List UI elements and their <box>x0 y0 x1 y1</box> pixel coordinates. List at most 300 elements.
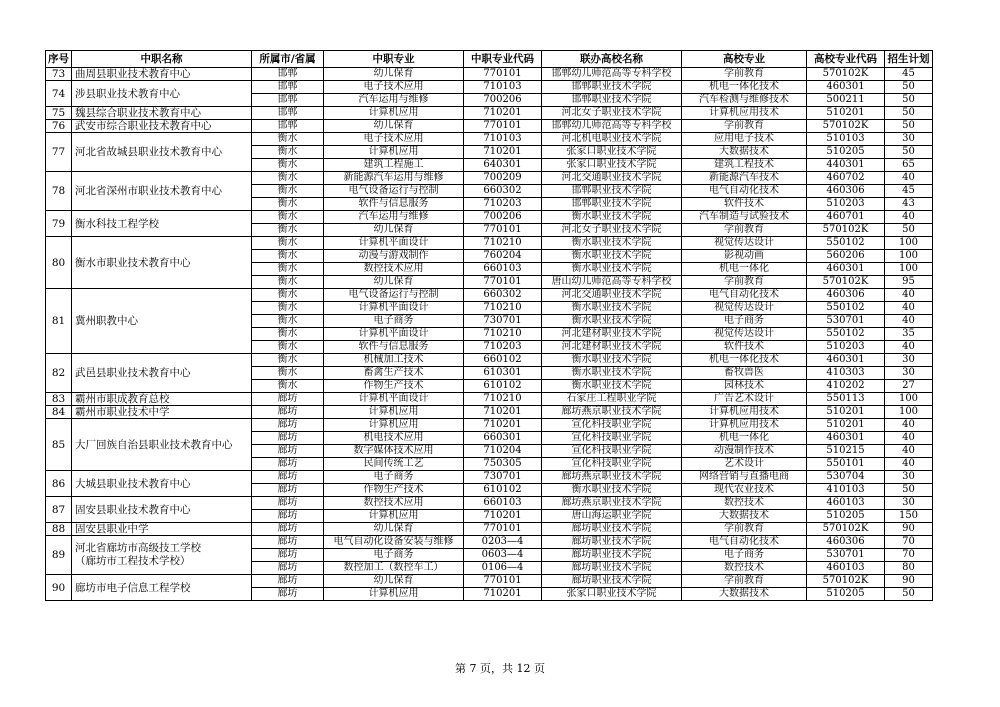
college-cell: 宣化科技职业学院 <box>542 419 682 432</box>
city-cell: 邯郸 <box>252 68 324 81</box>
city-cell: 衡水 <box>252 302 324 315</box>
row-number: 84 <box>46 406 72 419</box>
major-cell: 计算机平面设计 <box>324 237 464 250</box>
table-row <box>46 107 933 120</box>
plan-cell: 150 <box>885 510 933 523</box>
plan-cell: 100 <box>885 237 933 250</box>
row-number: 87 <box>46 497 72 523</box>
college-code-cell: 550102 <box>807 237 885 250</box>
college-code-cell: 410103 <box>807 484 885 497</box>
college-major-cell: 园林技术 <box>682 380 807 393</box>
college-cell: 廊坊燕京职业技术学院 <box>542 406 682 419</box>
school-name: 武安市综合职业技术教育中心 <box>72 120 252 133</box>
plan-cell: 50 <box>885 224 933 237</box>
major-code-cell: 660103 <box>464 263 542 276</box>
table-row <box>46 354 933 367</box>
major-code-cell: 700206 <box>464 94 542 107</box>
college-code-cell: 510215 <box>807 445 885 458</box>
college-cell: 河北交通职业技术学院 <box>542 289 682 302</box>
college-code-cell: 510203 <box>807 341 885 354</box>
college-code-cell: 510205 <box>807 510 885 523</box>
major-code-cell: 710210 <box>464 302 542 315</box>
city-cell: 邯郸 <box>252 94 324 107</box>
college-code-cell: 500211 <box>807 94 885 107</box>
school-name: 冀州职教中心 <box>72 289 252 354</box>
table-row <box>46 237 933 250</box>
plan-cell: 70 <box>885 536 933 549</box>
college-code-cell: 550101 <box>807 458 885 471</box>
major-cell: 幼儿保育 <box>324 523 464 536</box>
major-code-cell: 770101 <box>464 68 542 81</box>
major-code-cell: 770101 <box>464 120 542 133</box>
major-cell: 新能源汽车运用与维修 <box>324 172 464 185</box>
college-cell: 唐山幼儿师范高等专科学校 <box>542 276 682 289</box>
college-major-cell: 计算机应用技术 <box>682 107 807 120</box>
college-major-cell: 畜牧兽医 <box>682 367 807 380</box>
college-cell: 廊坊职业技术学院 <box>542 562 682 575</box>
header-cell: 高校专业 <box>682 51 807 68</box>
school-name: 魏县综合职业技术教育中心 <box>72 107 252 120</box>
major-cell: 计算机应用 <box>324 510 464 523</box>
college-code-cell: 460301 <box>807 432 885 445</box>
plan-cell: 100 <box>885 263 933 276</box>
college-code-cell: 550102 <box>807 328 885 341</box>
college-code-cell: 460306 <box>807 536 885 549</box>
city-cell: 衡水 <box>252 185 324 198</box>
city-cell: 衡水 <box>252 380 324 393</box>
college-code-cell: 460701 <box>807 211 885 224</box>
row-number: 76 <box>46 120 72 133</box>
college-major-cell: 机电一体化技术 <box>682 81 807 94</box>
header-row <box>46 51 933 68</box>
college-major-cell: 大数据技术 <box>682 146 807 159</box>
college-cell: 衡水职业技术学院 <box>542 211 682 224</box>
college-code-cell: 460301 <box>807 263 885 276</box>
school-name: 固安县职业中学 <box>72 523 252 536</box>
header-cell: 招生计划 <box>885 51 933 68</box>
major-cell: 数控技术应用 <box>324 497 464 510</box>
major-code-cell: 770101 <box>464 276 542 289</box>
college-code-cell: 560206 <box>807 250 885 263</box>
city-cell: 衡水 <box>252 276 324 289</box>
college-cell: 邯郸职业技术学院 <box>542 94 682 107</box>
school-name: 曲周县职业技术教育中心 <box>72 68 252 81</box>
college-major-cell: 软件技术 <box>682 341 807 354</box>
college-code-cell: 460301 <box>807 354 885 367</box>
plan-cell: 45 <box>885 68 933 81</box>
college-major-cell: 学前教育 <box>682 120 807 133</box>
major-code-cell: 710201 <box>464 146 542 159</box>
city-cell: 廊坊 <box>252 588 324 601</box>
college-major-cell: 计算机应用技术 <box>682 419 807 432</box>
major-cell: 机电技术应用 <box>324 432 464 445</box>
table-row <box>46 211 933 224</box>
table-body <box>46 68 933 601</box>
city-cell: 衡水 <box>252 146 324 159</box>
major-code-cell: 700206 <box>464 211 542 224</box>
table-row <box>46 289 933 302</box>
major-code-cell: 710203 <box>464 341 542 354</box>
college-code-cell: 570102K <box>807 523 885 536</box>
plan-cell: 90 <box>885 523 933 536</box>
row-number: 77 <box>46 133 72 172</box>
college-cell: 廊坊职业技术学院 <box>542 575 682 588</box>
college-major-cell: 视觉传达设计 <box>682 302 807 315</box>
college-code-cell: 530704 <box>807 471 885 484</box>
major-code-cell: 730701 <box>464 471 542 484</box>
major-cell: 数字媒体技术应用 <box>324 445 464 458</box>
major-cell: 电气自动化设备安装与维修 <box>324 536 464 549</box>
major-cell: 民间传统工艺 <box>324 458 464 471</box>
plan-cell: 30 <box>885 471 933 484</box>
plan-cell: 50 <box>885 81 933 94</box>
plan-cell: 80 <box>885 562 933 575</box>
college-cell: 廊坊燕京职业技术学院 <box>542 497 682 510</box>
college-code-cell: 510201 <box>807 419 885 432</box>
college-code-cell: 460306 <box>807 289 885 302</box>
row-number: 75 <box>46 107 72 120</box>
table-row <box>46 406 933 419</box>
enrollment-table <box>45 50 933 601</box>
plan-cell: 35 <box>885 328 933 341</box>
city-cell: 邯郸 <box>252 107 324 120</box>
plan-cell: 45 <box>885 185 933 198</box>
major-cell: 电子技术应用 <box>324 81 464 94</box>
school-name: 廊坊市电子信息工程学校 <box>72 575 252 601</box>
plan-cell: 50 <box>885 120 933 133</box>
header-cell: 联办高校名称 <box>542 51 682 68</box>
table-row <box>46 497 933 510</box>
header-cell: 中职专业代码 <box>464 51 542 68</box>
college-code-cell: 460702 <box>807 172 885 185</box>
major-code-cell: 610102 <box>464 484 542 497</box>
major-cell: 电气设备运行与控制 <box>324 289 464 302</box>
college-cell: 衡水职业技术学院 <box>542 367 682 380</box>
college-code-cell: 440301 <box>807 159 885 172</box>
college-major-cell: 学前教育 <box>682 276 807 289</box>
major-code-cell: 750305 <box>464 458 542 471</box>
college-major-cell: 影视动画 <box>682 250 807 263</box>
plan-cell: 65 <box>885 159 933 172</box>
college-code-cell: 570102K <box>807 68 885 81</box>
major-code-cell: 760204 <box>464 250 542 263</box>
plan-cell: 40 <box>885 458 933 471</box>
row-number: 83 <box>46 393 72 406</box>
city-cell: 廊坊 <box>252 497 324 510</box>
major-code-cell: 660302 <box>464 289 542 302</box>
city-cell: 廊坊 <box>252 445 324 458</box>
major-cell: 建筑工程施工 <box>324 159 464 172</box>
major-code-cell: 0203—4 <box>464 536 542 549</box>
major-code-cell: 610301 <box>464 367 542 380</box>
college-cell: 衡水职业技术学院 <box>542 263 682 276</box>
plan-cell: 40 <box>885 419 933 432</box>
plan-cell: 40 <box>885 315 933 328</box>
college-cell: 宣化科技职业学院 <box>542 445 682 458</box>
major-code-cell: 710201 <box>464 419 542 432</box>
table-row <box>46 523 933 536</box>
college-major-cell: 数控技术 <box>682 562 807 575</box>
plan-cell: 90 <box>885 575 933 588</box>
major-code-cell: 770101 <box>464 575 542 588</box>
major-code-cell: 0106—4 <box>464 562 542 575</box>
major-code-cell: 730701 <box>464 315 542 328</box>
major-code-cell: 770101 <box>464 224 542 237</box>
college-major-cell: 电子商务 <box>682 315 807 328</box>
plan-cell: 40 <box>885 445 933 458</box>
city-cell: 廊坊 <box>252 458 324 471</box>
college-cell: 衡水职业技术学院 <box>542 380 682 393</box>
plan-cell: 100 <box>885 393 933 406</box>
row-number: 88 <box>46 523 72 536</box>
college-code-cell: 410303 <box>807 367 885 380</box>
college-cell: 廊坊职业技术学院 <box>542 523 682 536</box>
college-cell: 邯郸幼儿师范高等专科学校 <box>542 68 682 81</box>
major-code-cell: 710210 <box>464 328 542 341</box>
city-cell: 衡水 <box>252 341 324 354</box>
header-cell: 序号 <box>46 51 72 68</box>
college-major-cell: 建筑工程技术 <box>682 159 807 172</box>
school-name: 武邑县职业技术教育中心 <box>72 354 252 393</box>
major-cell: 软件与信息服务 <box>324 341 464 354</box>
major-cell: 电气设备运行与控制 <box>324 185 464 198</box>
major-cell: 计算机平面设计 <box>324 302 464 315</box>
college-major-cell: 数控技术 <box>682 497 807 510</box>
college-major-cell: 视觉传达设计 <box>682 237 807 250</box>
college-major-cell: 软件技术 <box>682 198 807 211</box>
page-footer: 第 7 页，共 12 页 <box>455 662 545 675</box>
college-major-cell: 机电一体化 <box>682 432 807 445</box>
college-major-cell: 视觉传达设计 <box>682 328 807 341</box>
major-cell: 动漫与游戏制作 <box>324 250 464 263</box>
major-cell: 幼儿保育 <box>324 224 464 237</box>
major-code-cell: 770101 <box>464 523 542 536</box>
row-number: 86 <box>46 471 72 497</box>
plan-cell: 50 <box>885 484 933 497</box>
header-cell: 高校专业代码 <box>807 51 885 68</box>
city-cell: 衡水 <box>252 224 324 237</box>
city-cell: 衡水 <box>252 263 324 276</box>
college-code-cell: 530701 <box>807 549 885 562</box>
college-cell: 河北建材职业技术学院 <box>542 341 682 354</box>
school-name: 霸州市职成教育总校 <box>72 393 252 406</box>
city-cell: 衡水 <box>252 198 324 211</box>
header-cell: 中职名称 <box>72 51 252 68</box>
college-major-cell: 汽车制造与试验技术 <box>682 211 807 224</box>
plan-cell: 50 <box>885 107 933 120</box>
school-name-line1: 河北省廊坊市高级技工学校 <box>75 542 201 554</box>
college-code-cell: 510201 <box>807 107 885 120</box>
major-cell: 幼儿保育 <box>324 120 464 133</box>
major-cell: 电子商务 <box>324 315 464 328</box>
city-cell: 廊坊 <box>252 523 324 536</box>
plan-cell: 100 <box>885 406 933 419</box>
college-major-cell: 动漫制作技术 <box>682 445 807 458</box>
major-cell: 电子技术应用 <box>324 133 464 146</box>
major-code-cell: 710103 <box>464 133 542 146</box>
city-cell: 衡水 <box>252 328 324 341</box>
school-name: 河北省故城县职业技术教育中心 <box>72 133 252 172</box>
college-cell: 廊坊职业技术学院 <box>542 536 682 549</box>
school-name: 涉县职业技术教育中心 <box>72 81 252 107</box>
major-code-cell: 640301 <box>464 159 542 172</box>
college-cell: 廊坊职业技术学院 <box>542 549 682 562</box>
college-code-cell: 550102 <box>807 302 885 315</box>
major-cell: 计算机应用 <box>324 146 464 159</box>
college-code-cell: 460301 <box>807 81 885 94</box>
city-cell: 衡水 <box>252 133 324 146</box>
row-number: 82 <box>46 354 72 393</box>
plan-cell: 50 <box>885 94 933 107</box>
plan-cell: 30 <box>885 133 933 146</box>
table-row <box>46 419 933 432</box>
city-cell: 衡水 <box>252 315 324 328</box>
college-cell: 衡水职业技术学院 <box>542 250 682 263</box>
major-cell: 电子商务 <box>324 549 464 562</box>
college-cell: 河北女子职业技术学院 <box>542 224 682 237</box>
college-major-cell: 大数据技术 <box>682 510 807 523</box>
college-code-cell: 550113 <box>807 393 885 406</box>
major-code-cell: 710201 <box>464 406 542 419</box>
plan-cell: 40 <box>885 289 933 302</box>
city-cell: 廊坊 <box>252 484 324 497</box>
major-cell: 计算机平面设计 <box>324 328 464 341</box>
major-code-cell: 710201 <box>464 107 542 120</box>
major-code-cell: 710103 <box>464 81 542 94</box>
major-cell: 软件与信息服务 <box>324 198 464 211</box>
college-code-cell: 570102K <box>807 276 885 289</box>
row-number: 85 <box>46 419 72 471</box>
major-cell: 幼儿保育 <box>324 575 464 588</box>
major-cell: 数控技术应用 <box>324 263 464 276</box>
college-major-cell: 汽车检测与维修技术 <box>682 94 807 107</box>
major-cell: 计算机平面设计 <box>324 393 464 406</box>
header-cell: 中职专业 <box>324 51 464 68</box>
major-code-cell: 660302 <box>464 185 542 198</box>
row-number: 79 <box>46 211 72 237</box>
major-cell: 计算机应用 <box>324 107 464 120</box>
major-cell: 数控加工（数控车工） <box>324 562 464 575</box>
college-major-cell: 计算机应用技术 <box>682 406 807 419</box>
college-code-cell: 460103 <box>807 562 885 575</box>
college-cell: 河北机电职业技术学院 <box>542 133 682 146</box>
school-name: 河北省深州市职业技术教育中心 <box>72 172 252 211</box>
major-cell: 计算机应用 <box>324 419 464 432</box>
city-cell: 衡水 <box>252 289 324 302</box>
major-cell: 幼儿保育 <box>324 68 464 81</box>
table-row <box>46 120 933 133</box>
major-cell: 畜禽生产技术 <box>324 367 464 380</box>
college-code-cell: 460103 <box>807 497 885 510</box>
school-name-line2: （廊坊市工程技术学校） <box>75 555 191 567</box>
city-cell: 邯郸 <box>252 81 324 94</box>
row-number: 78 <box>46 172 72 211</box>
major-code-cell: 710201 <box>464 588 542 601</box>
major-cell: 电子商务 <box>324 471 464 484</box>
major-cell: 机械加工技术 <box>324 354 464 367</box>
table-row <box>46 393 933 406</box>
major-code-cell: 660301 <box>464 432 542 445</box>
college-cell: 石家庄工程职业学院 <box>542 393 682 406</box>
plan-cell: 70 <box>885 549 933 562</box>
major-code-cell: 660102 <box>464 354 542 367</box>
college-cell: 河北建材职业技术学院 <box>542 328 682 341</box>
city-cell: 廊坊 <box>252 406 324 419</box>
college-code-cell: 510201 <box>807 406 885 419</box>
major-code-cell: 710201 <box>464 510 542 523</box>
major-code-cell: 710210 <box>464 393 542 406</box>
college-major-cell: 学前教育 <box>682 68 807 81</box>
college-cell: 邯郸职业技术学院 <box>542 81 682 94</box>
city-cell: 衡水 <box>252 354 324 367</box>
college-major-cell: 电气自动化技术 <box>682 536 807 549</box>
city-cell: 廊坊 <box>252 575 324 588</box>
college-code-cell: 510205 <box>807 588 885 601</box>
college-cell: 邯郸职业技术学院 <box>542 198 682 211</box>
major-cell: 计算机应用 <box>324 588 464 601</box>
school-name: 衡水科技工程学校 <box>72 211 252 237</box>
college-code-cell: 460306 <box>807 185 885 198</box>
city-cell: 廊坊 <box>252 432 324 445</box>
college-major-cell: 大数据技术 <box>682 588 807 601</box>
plan-cell: 40 <box>885 341 933 354</box>
major-cell: 汽车运用与维修 <box>324 94 464 107</box>
college-major-cell: 艺术设计 <box>682 458 807 471</box>
plan-cell: 50 <box>885 146 933 159</box>
major-cell: 幼儿保育 <box>324 276 464 289</box>
college-cell: 邯郸职业技术学院 <box>542 185 682 198</box>
city-cell: 廊坊 <box>252 562 324 575</box>
school-name: 大城县职业技术教育中心 <box>72 471 252 497</box>
plan-cell: 40 <box>885 302 933 315</box>
college-cell: 宣化科技职业学院 <box>542 458 682 471</box>
major-code-cell: 710203 <box>464 198 542 211</box>
city-cell: 衡水 <box>252 250 324 263</box>
table-row <box>46 536 933 549</box>
college-cell: 河北交通职业技术学院 <box>542 172 682 185</box>
college-major-cell: 电气自动化技术 <box>682 289 807 302</box>
college-cell: 张家口职业技术学院 <box>542 588 682 601</box>
table-row <box>46 471 933 484</box>
plan-cell: 100 <box>885 250 933 263</box>
school-name <box>72 536 252 575</box>
table-row <box>46 133 933 146</box>
city-cell: 廊坊 <box>252 536 324 549</box>
city-cell: 廊坊 <box>252 419 324 432</box>
table-row <box>46 81 933 94</box>
school-name: 霸州市职业技术中学 <box>72 406 252 419</box>
plan-cell: 50 <box>885 588 933 601</box>
college-code-cell: 530701 <box>807 315 885 328</box>
college-major-cell: 电气自动化技术 <box>682 185 807 198</box>
city-cell: 衡水 <box>252 237 324 250</box>
row-number: 74 <box>46 81 72 107</box>
major-cell: 汽车运用与维修 <box>324 211 464 224</box>
college-major-cell: 机电一体化 <box>682 263 807 276</box>
table-row <box>46 172 933 185</box>
major-code-cell: 660103 <box>464 497 542 510</box>
city-cell: 衡水 <box>252 172 324 185</box>
college-code-cell: 570102K <box>807 224 885 237</box>
college-code-cell: 510205 <box>807 146 885 159</box>
city-cell: 邯郸 <box>252 120 324 133</box>
college-major-cell: 应用电子技术 <box>682 133 807 146</box>
city-cell: 廊坊 <box>252 510 324 523</box>
row-number: 90 <box>46 575 72 601</box>
plan-cell: 40 <box>885 432 933 445</box>
college-major-cell: 电子商务 <box>682 549 807 562</box>
major-code-cell: 610102 <box>464 380 542 393</box>
